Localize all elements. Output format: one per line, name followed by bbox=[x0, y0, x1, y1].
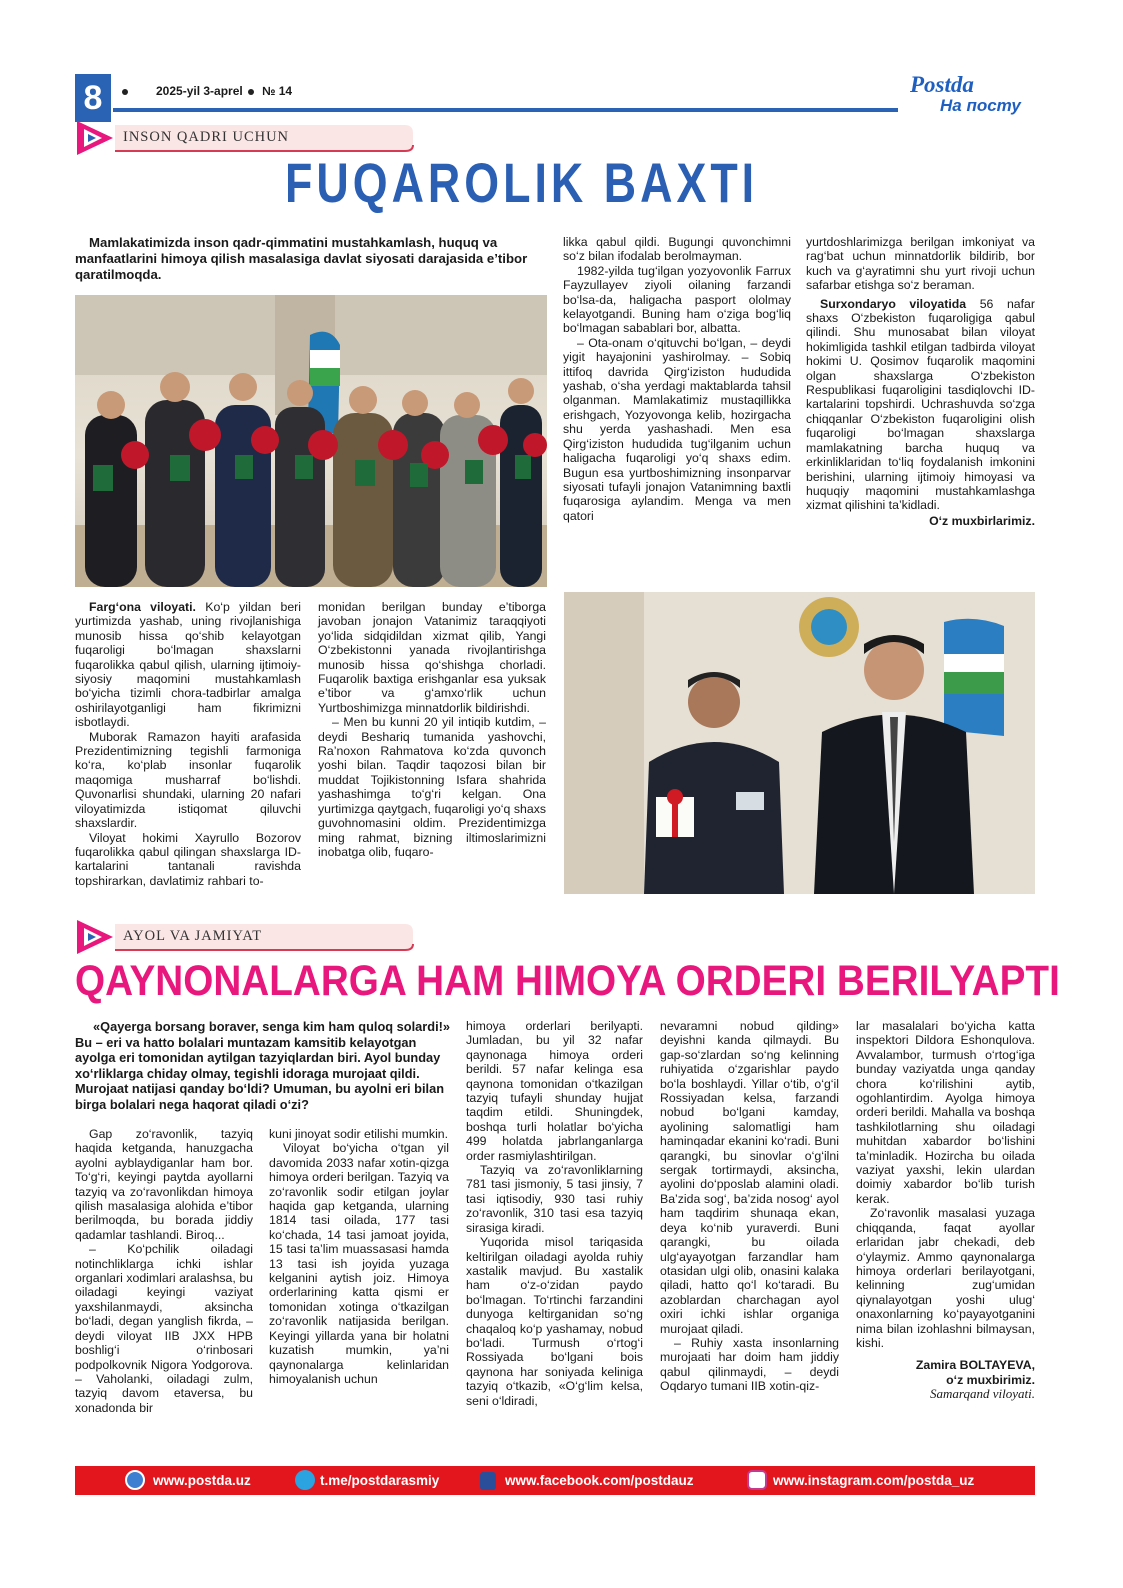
paragraph: Muborak Ramazon hayiti arafasida Prezidentimizning tegishli farmoniga ko‘ra, ko‘plab insonlar fuqarolik maqomiga musharraf bo‘lishdi. Quvonarlisi shundaki, ularning 20 nafari viloyatimizda istiqomat qiluvchi shaxslardir. bbox=[75, 729, 301, 831]
rubric-ayol-jamiyat bbox=[75, 918, 415, 952]
paragraph: nevaramni nobud qilding» deyishni kanda qilmaydi. Bu gap-so‘zlardan so‘ng kelinning ruhiyatida o‘zgarishlar paydo bo‘la boshlaydi. Yillar o‘tib, o‘g‘il Rossiyadan kelsa, farzandi nobud bo‘lgani kamday, ayolining salomatligi ham haminqadar ekanini ko‘radi. Buni qarangki, bu sinovlar o‘g‘ilni sergak tortirmaydi, aksincha, ayolini do‘pposlab alamini oladi. Ba’zida sog‘, ba’zida nosog‘ ayol ham taqdirim shunaqa ekan, deya ko‘nib yuraverdi. Buni qarangki, bu oilada ulg‘ayayotgan farzandlar ham otasidan ulgi olib, onasini kalaka qiladi, hatto qo‘l ko‘taradi. Bu azoblardan charchagan ayol oxiri ichki ishlar organiga murojaat qiladi. bbox=[660, 1019, 839, 1336]
footer-facebook-link[interactable]: www.facebook.com/postdauz bbox=[505, 1473, 694, 1488]
photo-illustration bbox=[564, 592, 1035, 894]
article2-col-3 bbox=[466, 1019, 643, 1408]
paragraph: Viloyat hokimi Xayrullo Bozorov fuqarolikka qabul qilingan shaxslarga ID-kartalarini tantanali ravishda topshirarkan, davlatimiz rahbari to- bbox=[75, 830, 301, 888]
rubric-label: INSON QADRI UCHUN bbox=[123, 129, 290, 145]
paragraph: likka qabul qildi. Bugungi quvonchimni so‘z bilan ifodalab berolmayman. bbox=[563, 235, 791, 264]
article1-col-bot-mid bbox=[318, 600, 546, 859]
article2-col-2 bbox=[269, 1127, 449, 1386]
article2-col-4 bbox=[660, 1019, 839, 1394]
paragraph: monidan berilgan bunday e’tiborga javoban jonajon Vatanimiz taraqqiyoti yo‘lida sidqidildan xizmat qilib, Yangi O‘zbekistonni yanada rivojlantirishga munosib hissa qo‘shishga chorladi. Fuqarolik baxtiga erishganlar esa yuksak e’tibor va g‘amxo‘rlik uchun Yurtboshimizga minnatdorlik bildirishdi. bbox=[318, 600, 546, 715]
instagram-icon bbox=[747, 1470, 767, 1490]
paragraph bbox=[806, 297, 1035, 513]
logo-bottom: На посту bbox=[940, 96, 1021, 115]
paragraph: 1982-yilda tug‘ilgan yozyovonlik Farrux Fayzullayev ziyoli oilaning farzandi bo‘lsa-da, haligacha pasport ololmay kelayotgandi. Buning ham o‘ziga bog‘liq bo‘lmagan sabablari bor, albatta. bbox=[563, 263, 791, 336]
facebook-icon bbox=[480, 1472, 496, 1490]
article1-col-top-right bbox=[806, 235, 1035, 528]
telegram-icon bbox=[295, 1470, 315, 1490]
logo bbox=[908, 72, 1038, 122]
article1-lead: Mamlakatimizda inson qadr-qimmatini mustahkamlash, huquq va manfaatlarini himoya qilish masalasiga davlat siyosati darajasida e’tibor qaratilmoqda. bbox=[75, 235, 528, 282]
paragraph: lar masalalari bo‘yicha katta inspektori Dildora Eshonqulova. Avvalambor, turmush o‘rtog‘iga bunday vaziyatda unga qanday chora ko‘rilishini aytib, ogohlantirdim. Ayolga himoya orderi berildi. Mahalla va boshqa tashkilotlarning shu oiladagi muhitdan xabardor bo‘lishini ta’minladik. Hozircha bu oilada vaziyat yaxshi, lekin ulardan doimiy xabardor bo‘lib turish kerak. bbox=[856, 1019, 1035, 1206]
paragraph: – Ruhiy xasta insonlarning murojaati har doim ham jiddiy qabul qilinmaydi, – deydi Oqdaryo tumani IIB xotin-qiz- bbox=[660, 1335, 839, 1394]
paragraph-text: Ko‘p yildan beri yurtimizda yashab, uning rivojlanishiga munosib hissa qo‘shib kelayotgan fuqaroligi bo‘lmagan shaxslarni fuqarolikka qabul qilish, ularning ijtimoiy-siyosiy maqomini mustahkamlash bo‘yicha tizimli chora-tadbirlar amalga oshirilayotganligi ham fikrimizni isbotlaydi. bbox=[75, 600, 301, 730]
paragraph: Gap zo‘ravonlik, tazyiq haqida ketganda, hanuzgacha ayolni ayblaydiganlar ham bor. To‘g‘ri, keyingi paytda ayollarni tazyiq va zo‘ravonlikdan himoya qilish masalasiga alohida e’tibor berilmoqda, bu borada jiddiy qadamlar tashlandi. Biroq... bbox=[75, 1127, 253, 1242]
footer-website-link[interactable]: www.postda.uz bbox=[153, 1473, 251, 1488]
rubric-label: AYOL VA JAMIYAT bbox=[123, 928, 263, 944]
paragraph: – Ko‘pchilik oiladagi notinchliklarga ichki ishlar organlari xodimlari aralashsa, bu oiladagi keyingi vaziyat yaxshilanmaydi, aksincha bo‘ladi, degan yanglish fikrda, – deydi viloyat IIB JXX HPB boshlig‘i o‘rinbosari podpolkovnik Nigora Yodgorova. – Vaholanki, oiladagi zulm, tazyiq davom etaversa, bu xonadonda bir bbox=[75, 1242, 253, 1415]
paragraph: Tazyiq va zo‘ravonliklarning 781 tasi jismoniy, 5 tasi jinsiy, 7 tasi iqtisodiy, 930 tasi ruhiy zo‘ravonlik, 310 tasi esa tazyiq sirasiga kiradi. bbox=[466, 1163, 643, 1235]
article2-author: Zamira BOLTAYEVA, bbox=[915, 1358, 1035, 1373]
photo-id-card-handover bbox=[564, 592, 1035, 894]
bullet-dot bbox=[248, 89, 254, 95]
footer-telegram-link[interactable]: t.me/postdarasmiy bbox=[320, 1473, 440, 1488]
paragraph-text: 56 nafar shaxs O‘zbekiston fuqaroligiga qabul qilindi. Shu munosabat bilan viloyat hokimligida tashkil etilgan tadbirda viloyat hokimi U. Qosimov fuqarolik maqomini olgan shaxslarga O‘zbekiston Respublikasi fuqaroligini tasdiqlovchi ID-kartalarini topshirdi. Uchrashuvda so‘zga chiqqanlar O‘zbekiston fuqaroligini olish fuqaroligi bo‘lmagan shaxslarga mamlakatning barcha huquq va erkinliklaridan to‘liq foydalanish imkonini berishini, ularning ijtimoiy himoyasi va huquqiy maqomini mustahkamlashga xizmat qilishini ta’kidladi. bbox=[806, 296, 1035, 513]
issue-number: № 14 bbox=[262, 84, 293, 98]
paragraph: – Men bu kunni 20 yil intiqib kutdim, – deydi Beshariq tumanida yashovchi, Ra’noxon Rahmatova ko‘zda quvonch yoshi bilan. Taqdir taqozosi bilan bir muddat Tojikistonning Isfara shahrida yashashimga to‘g‘ri kelgan. Ona yurtimizga qaytgach, fuqaroligi yo‘q shaxs guvohnomasini oldim. Prezidentimizga ming rahmat, bizning iltimoslarimizni inobatga olib, fuqaro- bbox=[318, 715, 546, 859]
article2-author-role: o‘z muxbirimiz. bbox=[946, 1372, 1035, 1387]
article2-col-1 bbox=[75, 1127, 253, 1415]
photo-citizens-group bbox=[75, 295, 547, 587]
article2-col-5 bbox=[856, 1019, 1035, 1402]
article1-col-bot-left bbox=[75, 600, 301, 888]
rubric-inson-qadri bbox=[75, 119, 415, 153]
paragraph: Yuqorida misol tariqasida keltirilgan oiladagi ayolda ruhiy xastalik mavjud. Bu xastalik ham o‘z-o‘zidan paydo bo‘lmagan. To‘rtinchi farzandini dunyoga keltirganidan so‘ng chaqaloq ko‘p yashamay, nobud bo‘ladi. Turmush o‘rtog‘i Rossiyada bo‘lgani bois qaynona har soniyada keliniga tazyiq o‘tkazib, «O‘g‘lim kelsa, seni o‘ldiradi, bbox=[466, 1235, 643, 1408]
paragraph: himoya orderlari berilyapti. Jumladan, bu yil 32 nafar qaynonaga himoya orderi berildi. 57 nafar kelinga esa qaynona tomonidan o‘tkazilgan tazyiq tufayli shunday hujjat taqdim etildi. Shuningdek, boshqa turli holatlar bo‘yicha 499 holatda jabrlanganlarga order rasmiylashtirilgan. bbox=[466, 1019, 643, 1163]
article2-lead: «Qayerga borsang boraver, senga kim ham quloq solardi!» Bu – eri va hatto bolalari muntazam kamsitib kelayotgan ayolga eri tomonidan aytilgan tazyiqlardan biri. Ayol bunday xo‘rliklarga chiday olmay, tegishli idoraga murojaat qildi. Murojaat natijasi qanday bo‘ldi? Umuman, bu ayolni eri bilan birga bolalari nega haqorat qiladi o‘zi? bbox=[75, 1019, 451, 1112]
region-name: Farg‘ona viloyati. bbox=[89, 600, 196, 614]
paragraph bbox=[75, 600, 301, 730]
article1-col-top-mid bbox=[563, 235, 791, 523]
region-name: Surxondaryo viloyatida bbox=[820, 296, 967, 311]
bullet-dot bbox=[122, 89, 128, 95]
paragraph: – Ota-onam o‘qituvchi bo‘lgan, – deydi yigit hayajonini yashirolmay. – Sobiq ittifoq davrida Qirg‘iziston hududida yashab, o‘sha yerdagi maktablarda tahsil olganman. Mamlakatimiz mustaqillikka erishgach, Yozyovonga kelib, hozirgacha shu yerda yashashadi. Men esa Qirg‘iziston hududida tug‘ilganim uchun haligacha fuqaroligi yo‘q shaxs edim. Bugun esa yurtboshimizning insonparvar siyosati tufayli jonajon Vatanimning baxtli fuqarosiga aylandim. Menga va men qatori bbox=[563, 335, 791, 523]
globe-icon bbox=[125, 1470, 145, 1490]
article2-author-place: Samarqand viloyati. bbox=[930, 1386, 1035, 1402]
photo-illustration bbox=[75, 295, 547, 587]
article2-title: QAYNONALARGA HAM HIMOYA ORDERI BERILYAPTI bbox=[75, 957, 1060, 1005]
article1-signature: O‘z muxbirlarimiz. bbox=[929, 513, 1035, 528]
footer-instagram-link[interactable]: www.instagram.com/postda_uz bbox=[773, 1473, 975, 1488]
issue-date: 2025-yil 3-aprel bbox=[156, 84, 243, 98]
footer-bar bbox=[75, 1466, 1035, 1495]
paragraph: yurtdoshlarimizga berilgan imkoniyat va rag‘bat uchun minnatdorlik bildirib, bor kuch va g‘ayratimni shu yurt rivoji uchun safarbar etishga so‘z beraman. bbox=[806, 235, 1035, 293]
paragraph: kuni jinoyat sodir etilishi mumkin. bbox=[269, 1127, 449, 1141]
header-rule bbox=[113, 108, 898, 112]
article1-title: FUQAROLIK BAXTI bbox=[285, 151, 759, 214]
paragraph: Viloyat bo‘yicha o‘tgan yil davomida 2033 nafar xotin-qizga himoya orderi berilgan. Tazyiq va zo‘ravonlik sodir etilgan joylar haqida gap ketganda, ularning 1814 tasi oilada, 177 tasi ko‘chada, 14 tasi jamoat joyida, 15 tasi ta’lim muassasasi hamda 13 tasi ish joyida yuzaga kelganini aytish joiz. Himoya orderlarining katta qismi er tomonidan xotinga o‘tkazilgan zo‘ravonlik natijasida berilgan. Keyingi yillarda yana bir holatni kuzatish mumkin, ya’ni qaynonalarga kelinlaridan himoyalanish uchun bbox=[269, 1141, 449, 1386]
paragraph: Zo‘ravonlik masalasi yuzaga chiqqanda, faqat ayollar erlaridan jabr chekadi, deb o‘ylaymiz. Ammo qaynonalarga himoya orderlari berilayotgani, kelinning zug‘umidan qiynalayotgan yoshi ulug‘ onaxonlarning ko‘payayotganini nima bilan izohlashni bilmaysan, kishi. bbox=[856, 1206, 1035, 1350]
page-number: 8 bbox=[75, 74, 111, 122]
logo-top: Postda bbox=[910, 72, 974, 97]
